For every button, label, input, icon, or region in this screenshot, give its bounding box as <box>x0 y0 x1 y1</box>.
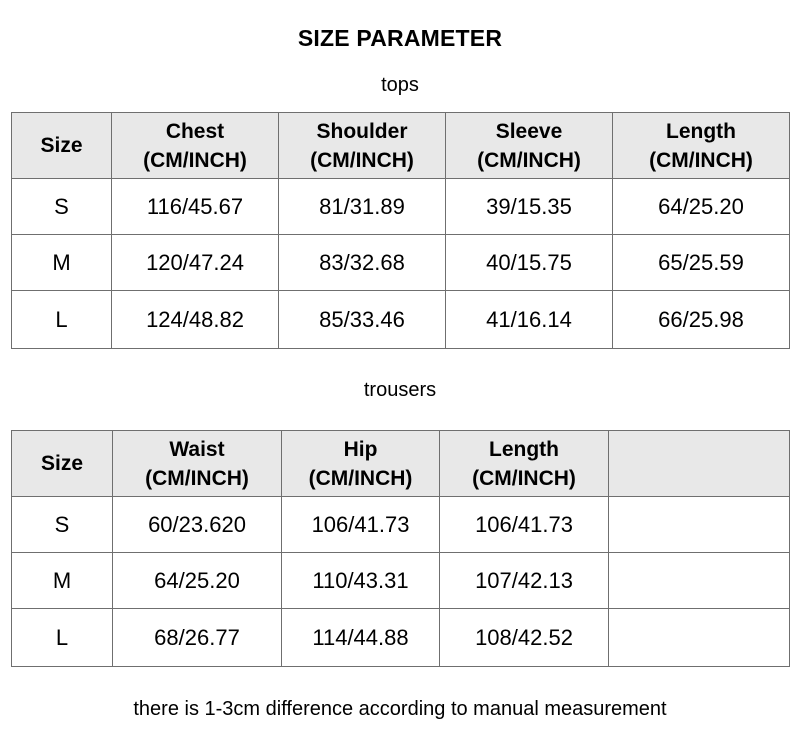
header-size <box>12 113 112 179</box>
cell-hip: 110/43.31 <box>282 553 440 609</box>
header-unit: (CM/INCH) <box>472 466 576 490</box>
cell-hip: 114/44.88 <box>282 609 440 667</box>
table-row <box>12 609 790 667</box>
table-row <box>12 179 790 235</box>
header-line: Waist <box>169 437 225 461</box>
table-row <box>12 497 790 553</box>
cell-size: M <box>12 553 113 609</box>
cell-empty <box>609 553 790 609</box>
header-line: Chest <box>165 119 225 143</box>
cell-sleeve: 41/16.14 <box>446 291 613 349</box>
table-row <box>12 235 790 291</box>
header-unit: (CM/INCH) <box>477 148 581 172</box>
header-empty <box>609 431 790 497</box>
cell-sleeve: 39/15.35 <box>446 179 613 235</box>
cell-empty <box>609 609 790 667</box>
header-unit: (CM/INCH) <box>145 466 249 490</box>
cell-length: 66/25.98 <box>613 291 790 349</box>
cell-chest: 124/48.82 <box>112 291 279 349</box>
cell-empty <box>609 497 790 553</box>
header-line: Size <box>40 452 84 475</box>
trousers-size-table <box>11 430 790 667</box>
table-header-row <box>12 113 790 179</box>
cell-waist: 60/23.620 <box>113 497 282 553</box>
header-line: Length <box>666 119 736 143</box>
cell-shoulder: 83/32.68 <box>279 235 446 291</box>
tops-size-table <box>11 112 790 349</box>
cell-chest: 116/45.67 <box>112 179 279 235</box>
cell-length: 65/25.59 <box>613 235 790 291</box>
header-line: Size <box>40 134 83 157</box>
cell-shoulder: 85/33.46 <box>279 291 446 349</box>
table-row <box>12 553 790 609</box>
measurement-note: there is 1-3cm difference according to manual measurement <box>133 698 667 720</box>
cell-sleeve: 40/15.75 <box>446 235 613 291</box>
cell-length: 107/42.13 <box>440 553 609 609</box>
page-title: SIZE PARAMETER <box>297 25 503 51</box>
header-waist <box>113 431 282 497</box>
header-length <box>613 113 790 179</box>
cell-waist: 64/25.20 <box>113 553 282 609</box>
cell-size: L <box>12 609 113 667</box>
cell-size: L <box>12 291 112 349</box>
cell-waist: 68/26.77 <box>113 609 282 667</box>
table-header-row <box>12 431 790 497</box>
header-chest <box>112 113 279 179</box>
cell-size: S <box>12 179 112 235</box>
cell-shoulder: 81/31.89 <box>279 179 446 235</box>
cell-size: S <box>12 497 113 553</box>
header-length <box>440 431 609 497</box>
header-line: Sleeve <box>495 119 563 143</box>
header-line: Shoulder <box>316 119 408 143</box>
cell-length: 64/25.20 <box>613 179 790 235</box>
header-hip <box>282 431 440 497</box>
cell-length: 106/41.73 <box>440 497 609 553</box>
cell-hip: 106/41.73 <box>282 497 440 553</box>
header-unit: (CM/INCH) <box>308 466 413 490</box>
header-line: Length <box>489 437 559 461</box>
cell-length: 108/42.52 <box>440 609 609 667</box>
cell-chest: 120/47.24 <box>112 235 279 291</box>
cell-size: M <box>12 235 112 291</box>
table-row <box>12 291 790 349</box>
header-unit: (CM/INCH) <box>310 148 414 172</box>
header-sleeve <box>446 113 613 179</box>
header-unit: (CM/INCH) <box>649 148 753 172</box>
header-size <box>12 431 113 497</box>
header-unit: (CM/INCH) <box>143 148 247 172</box>
trousers-section-label: trousers <box>363 379 437 401</box>
header-line: Hip <box>343 437 378 461</box>
tops-section-label: tops <box>381 74 419 96</box>
header-shoulder <box>279 113 446 179</box>
